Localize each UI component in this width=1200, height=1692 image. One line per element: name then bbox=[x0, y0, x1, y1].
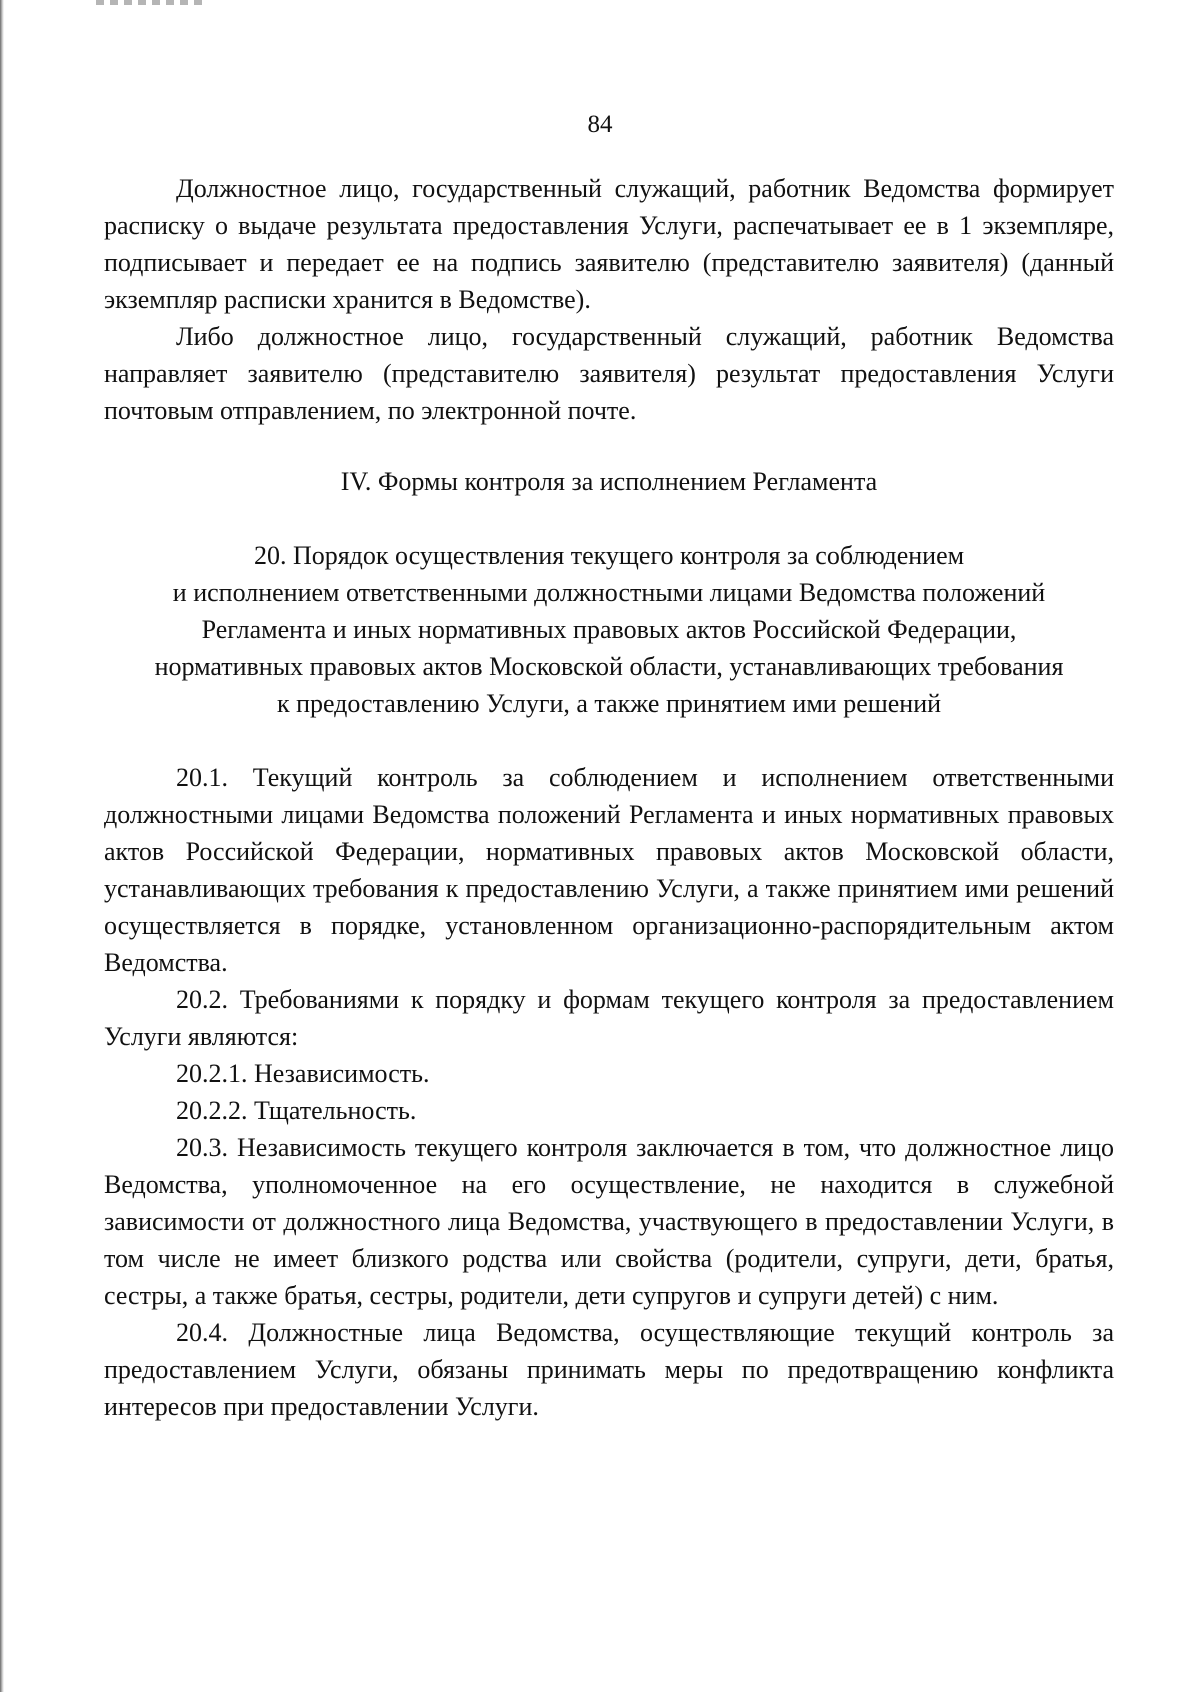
paragraph-20-2: 20.2. Требованиями к порядку и формам текущего контроля за предоставлением Услуги являются: bbox=[104, 985, 1114, 1051]
paragraph-20-2-2: 20.2.2. Тщательность. bbox=[176, 1096, 417, 1125]
subsection-title-line: и исполнением ответственными должностными лицами Ведомства положений bbox=[172, 578, 1046, 607]
paragraph-20-3: 20.3. Независимость текущего контроля заключается в том, что должностное лицо Ведомства, уполномоченное на его осуществление, не находится в служебной зависимости от должностного лица Ведомства, участвующего в предоставлении Услуги, в том числе не имеет близкого родства или свойства (родители, супруги, дети, братья, сестры, а также братья, сестры, родители, дети супругов и супруги детей) с ним. bbox=[104, 1133, 1114, 1310]
subsection-title-line: нормативных правовых актов Московской области, устанавливающих требования bbox=[154, 652, 1064, 681]
subsection-title-line: Регламента и иных нормативных правовых актов Российской Федерации, bbox=[201, 615, 1017, 644]
page-number: 84 bbox=[587, 111, 613, 138]
subsection-title-line: 20. Порядок осуществления текущего контроля за соблюдением bbox=[253, 541, 965, 570]
subsection-title-line: к предоставлению Услуги, а также принятием ими решений bbox=[276, 689, 942, 718]
paragraph-mail-delivery: Либо должностное лицо, государственный служащий, работник Ведомства направляет заявителю (представителю заявителя) результат предоставления Услуги почтовым отправлением, по электронной почте. bbox=[104, 322, 1114, 425]
paragraph-20-2-1: 20.2.1. Независимость. bbox=[176, 1059, 430, 1088]
subsection-title bbox=[104, 537, 1114, 722]
scan-artifact-mark bbox=[96, 0, 206, 5]
paragraph-20-4: 20.4. Должностные лица Ведомства, осуществляющие текущий контроль за предоставлением Услуги, обязаны принимать меры по предотвращению конфликта интересов при предоставлении Услуги. bbox=[104, 1318, 1114, 1421]
paragraph-receipt: Должностное лицо, государственный служащий, работник Ведомства формирует расписку о выдаче результата предоставления Услуги, распечатывает ее в 1 экземпляре, подписывает и передает ее на подпись заявителю (представителю заявителя) (данный экземпляр расписки хранится в Ведомстве). bbox=[104, 174, 1114, 314]
document-body bbox=[104, 170, 1114, 1425]
section-title: IV. Формы контроля за исполнением Регламента bbox=[340, 467, 878, 496]
scan-edge-shadow bbox=[0, 0, 4, 1692]
paragraph-20-1: 20.1. Текущий контроль за соблюдением и исполнением ответственными должностными лицами Ведомства положений Регламента и иных нормативных правовых актов Российской Федерации, нормативных правовых актов Московской области, устанавливающих требования к предоставлению Услуги, а также принятием ими решений осуществляется в порядке, установленном организационно-распорядительным актом Ведомства. bbox=[104, 763, 1114, 977]
